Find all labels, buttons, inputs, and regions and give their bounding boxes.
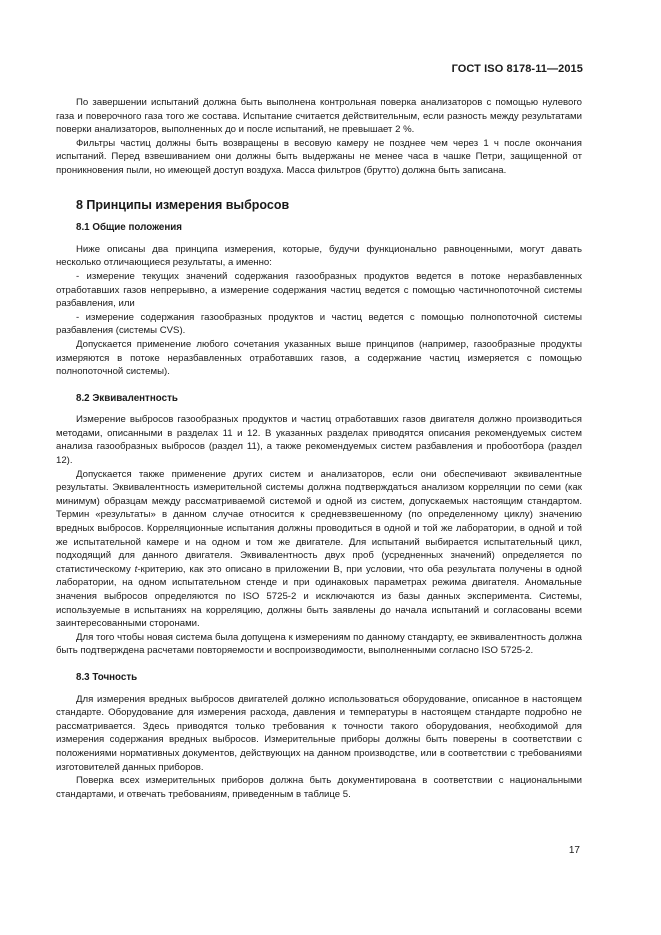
s81-paragraph-1: Ниже описаны два принципа измерения, которые, будучи функционально равноценными, могут давать несколько отличающиеся результаты, а именно: <box>56 243 582 269</box>
section-8-2-heading: 8.2 Эквивалентность <box>76 392 178 404</box>
s82-paragraph-3: Для того чтобы новая система была допущена к измерениям по данному стандарту, ее эквивалентность должна быть подтверждена расчетами повторяемости и воспроизводимости, выполненными согласно ISO 5725-2. <box>56 631 582 657</box>
page-content <box>56 96 582 801</box>
s81-list-item-2: - измерение содержания газообразных продуктов и частиц ведется с помощью полнопоточной системы разбавления (системы CVS). <box>56 311 582 337</box>
s82-p2-part-1: Допускается также применение других систем и анализаторов, если они обеспечивают эквивалентные результаты. Эквивалентность измерительной системы должна подтверждаться анализом корреляции по семи (как минимум) образцам между рассматриваемой системой и одной из систем, допускаемых настоящим стандартом. Термин «результаты» в данном случае относится к средневзвешенному (по определенному циклу) значению вредных выбросов. Корреляционные испытания должны проводиться в одной и той же лаборатории, в одной и той же испытательной камере и на одном и том же двигателе. Для испытаний выбирается испытательный цикл, подходящий для данного двигателя. Эквивалентность двух проб (усредненных значений) определяется по статистическому <box>56 468 582 575</box>
s82-paragraph-2 <box>56 468 582 631</box>
section-8-heading: 8 Принципы измерения выбросов <box>76 197 290 212</box>
s81-paragraph-2: Допускается применение любого сочетания указанных выше принципов (например, газообразные продукты измеряются в потоке неразбавленных отработавших газов, а содержание частиц измеряется с помощью полнопоточной системы). <box>56 338 582 378</box>
s81-list-item-1: - измерение текущих значений содержания газообразных продуктов ведется в потоке неразбавленных отработавших газов непрерывно, а измерение содержания частиц ведется с помощью частичнопоточной системы разбавления, или <box>56 270 582 310</box>
intro-paragraph-1: По завершении испытаний должна быть выполнена контрольная поверка анализаторов с помощью нулевого газа и поверочного газа того же состава. Испытание считается действительным, если разность между результатами поверки анализаторов, выполненных до и после испытаний, не превышает 2 %. <box>56 97 582 136</box>
s83-paragraph-1: Для измерения вредных выбросов двигателей должно использоваться оборудование, описанное в настоящем стандарте. Оборудование для измерения расхода, давления и температуры в настоящем стандарте подробно не рассматривается. Здесь приводятся только требования к точности такого оборудования, необходимой для измерения содержания вредных выбросов. Измерительные приборы должны быть поверены в соответствии с положениями нормативных документов, действующих на данном производстве, или в соответствии с требованиями изготовителей данных приборов. <box>56 693 582 773</box>
s83-paragraph-2: Поверка всех измерительных приборов должна быть документирована в соответствии с национальными стандартами, и отвечать требованиям, приведенным в таблице 5. <box>56 775 582 800</box>
document-code: ГОСТ ISO 8178-11—2015 <box>451 63 583 75</box>
t-criterion-symbol: t <box>134 563 138 575</box>
section-8-3-heading: 8.3 Точность <box>76 671 138 683</box>
page-number: 17 <box>568 845 580 856</box>
section-8-1-heading: 8.1 Общие положения <box>76 222 183 234</box>
intro-paragraph-2: Фильтры частиц должны быть возвращены в весовую камеру не позднее чем через 1 ч после окончания испытаний. Перед взвешиванием они должны быть выдержаны не менее часа в чашке Петри, защищенной от проникновения пыли, но имеющей доступ воздуха. Масса фильтров (брутто) должна быть записана. <box>56 137 582 176</box>
s82-p2-part-2: -критерию, как это описано в приложении В, при условии, что оба результата получены в одной лаборатории, на одном испытательном стенде и при одинаковых параметрах режима двигателя. Аномальные значения выбросов определяются по ISO 5725-2 и исключаются из базы данных эксперимента. Системы, используемые в испытаниях на корреляцию, должны быть заявлены до начала испытаний и согласованы всеми заинтересованными сторонами. <box>56 563 582 630</box>
s82-paragraph-1: Измерение выбросов газообразных продуктов и частиц отработавших газов двигателя должно производиться методами, описанными в разделах 11 и 12. В указанных разделах приводятся описания рекомендуемых систем анализа газообразных выбросов (раздел 11), а также рекомендуемых систем разбавления и пробоотбора (раздел 12). <box>56 414 582 467</box>
